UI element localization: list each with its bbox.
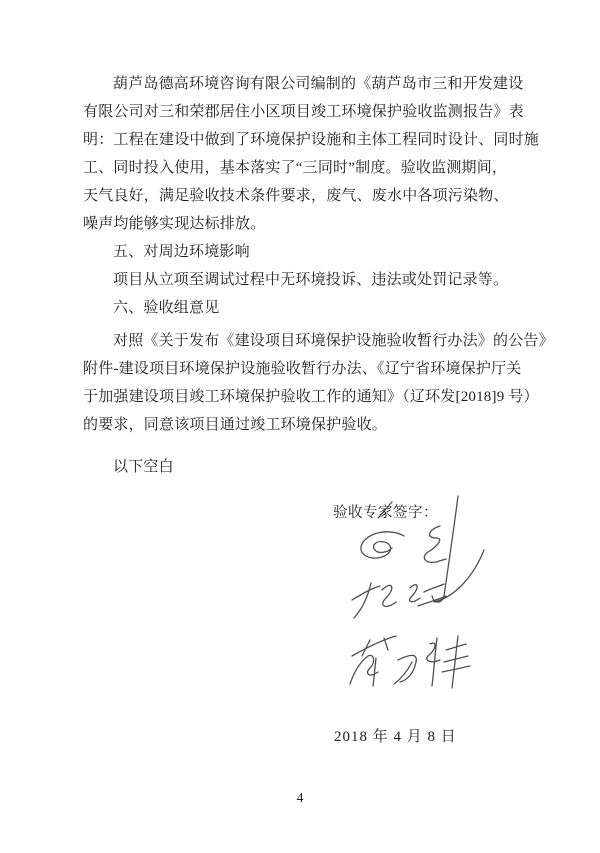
page-number: 4	[296, 790, 304, 805]
signature-stroke	[352, 583, 380, 618]
document-body	[83, 70, 554, 481]
blank-below-note: 以下空白	[113, 459, 174, 475]
paragraph-line: 葫芦岛德高环境咨询有限公司编制的《葫芦岛市三和开发建设	[113, 76, 524, 92]
signature-stroke	[427, 638, 440, 686]
signature-stroke	[352, 636, 396, 656]
signature-stroke	[350, 655, 378, 686]
signature-stroke	[442, 636, 470, 688]
paragraph-line: 对照《关于发布《建设项目环境保护设施验收暂行办法》的公告》	[113, 333, 554, 349]
paragraph-line: 噪声均能够实现达标排放。	[83, 216, 266, 232]
handwritten-signature-3	[350, 636, 470, 688]
signature-stroke	[378, 502, 392, 518]
paragraph-line: 工、同时投入使用，基本落实了“三同时”制度。验收监测期间，	[83, 160, 508, 176]
date-line: 2018 年 4 月 8 日	[334, 729, 457, 745]
signature-stroke	[434, 550, 484, 602]
paragraph-line: 有限公司对三和荣郡居住小区项目竣工环境保护验收监测报告》表	[83, 104, 524, 120]
signature-stroke	[361, 532, 404, 558]
paragraph-line: 项目从立项至调试过程中无环境投诉、违法或处罚记录等。	[113, 272, 509, 288]
section-heading-5: 五、对周边环境影响	[113, 244, 250, 260]
paragraph-line: 的要求，同意该项目通过竣工环境保护验收。	[83, 417, 388, 433]
signature-stroke	[432, 496, 458, 602]
section-heading-6: 六、验收组意见	[113, 300, 220, 316]
paragraph-line: 明：工程在建设中做到了环境保护设施和主体工程同时设计、同时施	[83, 132, 540, 148]
handwritten-signature-2	[352, 583, 446, 618]
paragraph-line: 附件-建设项目环境保护设施验收暂行办法、《辽宁省环境保护厅关	[83, 361, 522, 377]
paragraph-line: 天气良好，满足验收技术条件要求，废气、废水中各项污染物、	[83, 188, 509, 204]
signature-label: 验收专家签字：	[333, 505, 438, 521]
signature-stroke	[394, 655, 416, 684]
handwritten-signatures	[340, 488, 540, 703]
signature-stroke	[424, 526, 446, 562]
paragraph-line: 于加强建设项目竣工环境保护验收工作的通知》（辽环发[2018]9 号）	[83, 389, 539, 405]
signature-stroke	[382, 585, 396, 606]
signature-stroke	[410, 584, 446, 606]
